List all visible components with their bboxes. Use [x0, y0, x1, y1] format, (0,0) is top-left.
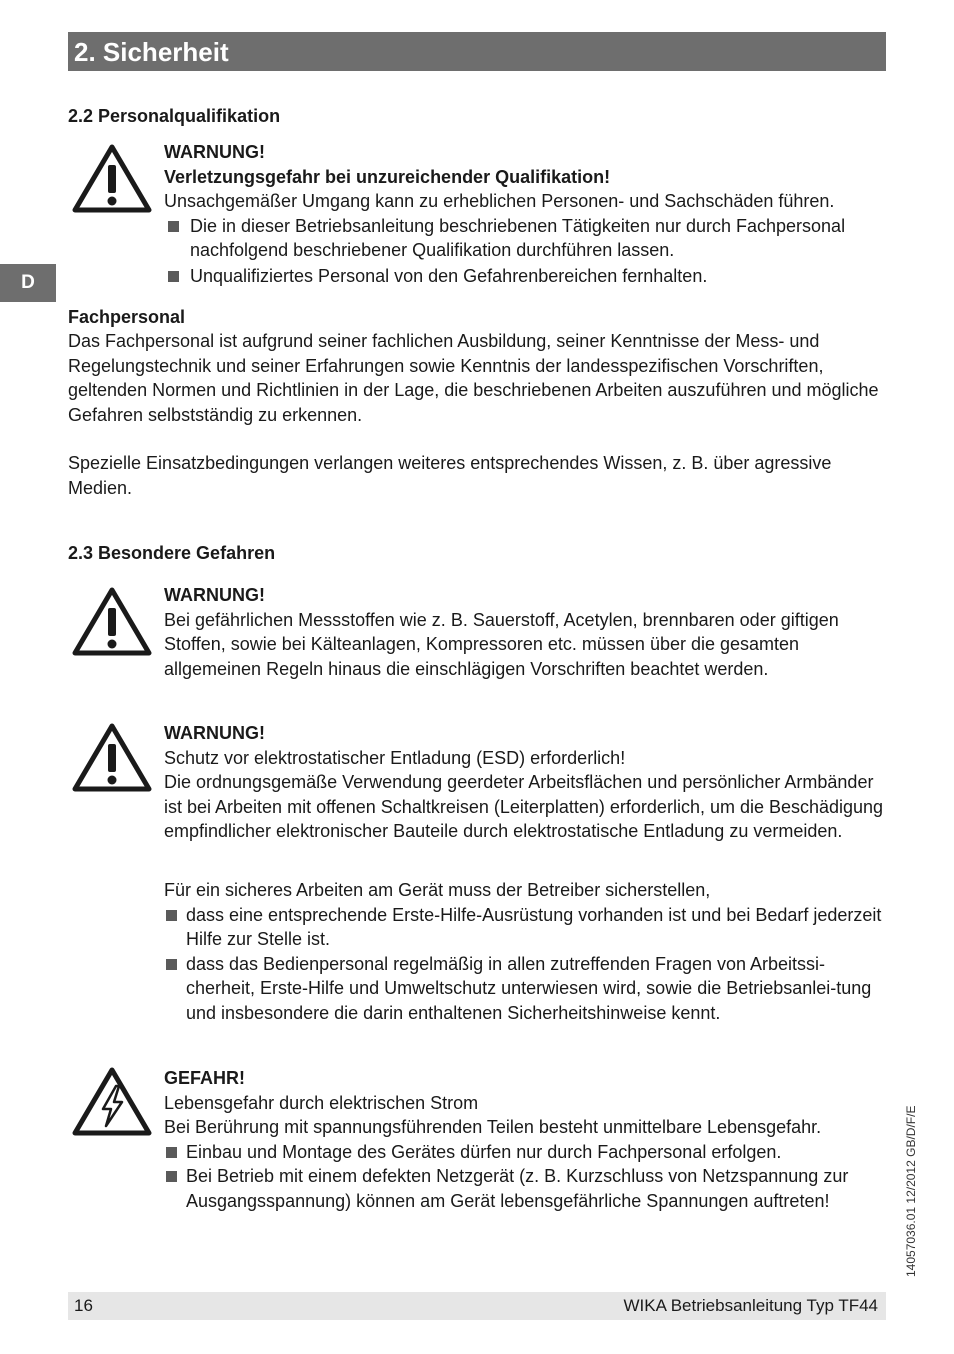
special-conditions-text: Spezielle Einsatzbedingungen verlangen weiteres entsprechendes Wissen, z. B. über agressive Medien. [68, 453, 832, 498]
fachpersonal-heading: Fachpersonal [68, 307, 186, 327]
danger-text: Bei Berührung mit spannungsführenden Teilen besteht unmittelbare Lebensgefahr. [164, 1117, 822, 1137]
warning-block-qualification [164, 140, 894, 288]
warning-block-esd [164, 721, 894, 844]
warning-triangle-icon [72, 722, 152, 792]
section-heading-2-3: 2.3 Besondere Gefahren [68, 543, 276, 563]
warning-block-media [164, 583, 894, 681]
list-item: Die in dieser Betriebsanleitung beschriebenen Tätigkeiten nur durch Fachpersonal nachfolgend beschriebener Qualifikation durchführen lassen. [166, 214, 894, 263]
warning-label: WARNUNG! [164, 585, 265, 605]
warning-text: Unsachgemäßer Umgang kann zu erheblichen Personen- und Sachschäden führen. [164, 191, 835, 211]
warning-label: WARNUNG! [164, 142, 265, 162]
warning-subtitle: Verletzungsgefahr bei unzureichender Qualifikation! [164, 166, 611, 187]
fachpersonal-text: Das Fachpersonal ist aufgrund seiner fachlichen Ausbildung, seiner Kenntnisse der Mess- und Regelungstechnik und seiner Erfahrungen sowie Kenntnis der landesspezifischen Vorschriften, geltenden Normen und Richtlinien in der Lage, die beschriebenen Arbeiten auszuführen und mögliche Gefahren selbstständig zu erkennen. [68, 331, 879, 425]
warning-text: Die ordnungsgemäße Verwendung geerdeter Arbeitsflächen und persönlicher Armbänder ist bei Arbeiten mit offenen Schaltkreisen (Leiterplatten) erforderlich, um die Beschädigung empfindlicher elektronischer Bauteile durch elektrostatische Entladung zu vermeiden. [164, 772, 884, 841]
danger-block-electric [164, 1066, 894, 1213]
operator-intro: Für ein sicheres Arbeiten am Gerät muss der Betreiber sicherstellen, [164, 880, 711, 900]
list-item: dass eine entsprechende Erste-Hilfe-Ausrüstung vorhanden ist und bei Bedarf jederzeit Hilfe zur Stelle ist. [164, 903, 894, 952]
footer-title: WIKA Betriebsanleitung Typ TF44 [623, 1296, 878, 1315]
page-footer [68, 1292, 886, 1320]
danger-label: GEFAHR! [164, 1068, 245, 1088]
page-number: 16 [74, 1296, 93, 1315]
warning-triangle-icon [72, 143, 152, 213]
warning-text: Bei gefährlichen Messstoffen wie z. B. Sauerstoff, Acetylen, brennbaren oder giftigen Stoffen, sowie bei Kälteanlagen, Kompressoren etc. müssen über die gesamten allgemeinen Regeln hinaus die einschlägigen Vorschriften beachtet werden. [164, 609, 839, 679]
page-title: 2. Sicherheit [74, 37, 229, 67]
document-code: 14057036.01 12/2012 GB/D/F/E [904, 1105, 918, 1277]
section-heading-2-2: 2.2 Personalqualifikation [68, 106, 281, 126]
list-item: Einbau und Montage des Gerätes dürfen nur durch Fachpersonal erfolgen. [164, 1140, 894, 1165]
warning-triangle-icon [72, 586, 152, 656]
section-header-bar [68, 32, 886, 71]
electric-hazard-icon [72, 1066, 152, 1136]
list-item: Bei Betrieb mit einem defekten Netzgerät (z. B. Kurzschluss von Netzspannung zur Ausgangsspannung) können am Gerät lebensgefährliche Spannungen auftreten! [164, 1164, 894, 1213]
danger-subtitle: Lebensgefahr durch elektrischen Strom [164, 1092, 479, 1113]
language-tab: D [0, 264, 56, 302]
warning-label: WARNUNG! [164, 723, 265, 743]
list-item: dass das Bedienpersonal regelmäßig in allen zutreffenden Fragen von Arbeitssi-cherheit, Erste-Hilfe und Umweltschutz unterwiesen wird, sowie die Betriebsanlei-tung und insbesondere die darin enthaltenen Sicherheitshinweise kennt. [164, 952, 894, 1026]
list-item: Unqualifiziertes Personal von den Gefahrenbereichen fernhalten. [166, 264, 894, 289]
operator-requirements [164, 878, 894, 1025]
warning-subtitle: Schutz vor elektrostatischer Entladung (ESD) erforderlich! [164, 747, 626, 768]
